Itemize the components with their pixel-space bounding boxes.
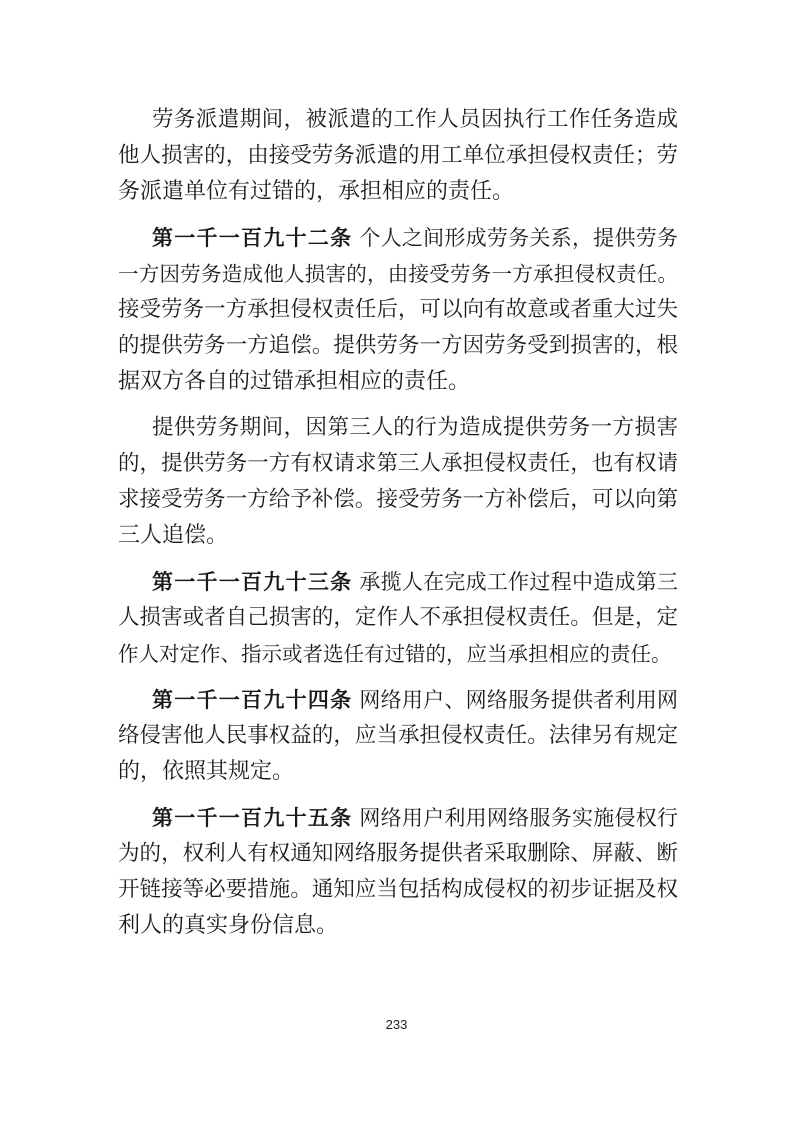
paragraph-line: 劳务派遣期间，被派遣的工作人员因执行工作任务造成 (152, 107, 678, 132)
paragraph-line: 第一千一百九十四条 网络用户、网络服务提供者利用网 (152, 688, 678, 712)
paragraph-line: 据双方各自的过错承担相应的责任。 (118, 369, 471, 394)
paragraph-line: 第一千一百九十五条 网络用户利用网络服务实施侵权行 (152, 806, 678, 830)
paragraph-line: 的，依照其规定。 (118, 759, 295, 784)
paragraph-line: 的提供劳务一方追偿。提供劳务一方因劳务受到损害的，根 (118, 333, 678, 358)
page-number: 233 (385, 1017, 408, 1032)
paragraph-line: 第一千一百九十三条 承揽人在完成工作过程中造成第三 (152, 570, 678, 594)
article-number: 第一千一百九十三条 (152, 570, 353, 594)
paragraph-line: 一方因劳务造成他人损害的，由接受劳务一方承担侵权责任。 (118, 262, 678, 286)
paragraph-line: 求接受劳务一方给予补偿。接受劳务一方补偿后，可以向第 (118, 487, 678, 512)
paragraph-line: 他人损害的，由接受劳务派遣的用工单位承担侵权责任；劳 (118, 143, 678, 168)
paragraph-line: 三人追偿。 (118, 523, 229, 548)
article-number: 第一千一百九十五条 (152, 806, 353, 830)
paragraph-line: 接受劳务一方承担侵权责任后，可以向有故意或者重大过失 (118, 297, 678, 322)
paragraph-line: 开链接等必要措施。通知应当包括构成侵权的初步证据及权 (118, 877, 678, 902)
paragraph-line: 务派遣单位有过错的，承担相应的责任。 (118, 179, 515, 204)
article-number: 第一千一百九十四条 (152, 688, 353, 712)
paragraph-line: 络侵害他人民事权益的，应当承担侵权责任。法律另有规定 (118, 723, 678, 748)
paragraph-line: 的，提供劳务一方有权请求第三人承担侵权责任，也有权请 (118, 451, 678, 476)
paragraph-line: 利人的真实身份信息。 (118, 913, 339, 938)
paragraph-line: 第一千一百九十二条 个人之间形成劳务关系，提供劳务 (152, 226, 678, 250)
paragraph-line: 提供劳务期间，因第三人的行为造成提供劳务一方损害 (152, 415, 678, 440)
paragraph-line: 为的，权利人有权通知网络服务提供者采取删除、屏蔽、断 (118, 841, 678, 866)
paragraph-line: 作人对定作、指示或者选任有过错的，应当承担相应的责任。 (118, 642, 672, 666)
article-number: 第一千一百九十二条 (152, 226, 353, 250)
paragraph-line: 人损害或者自己损害的，定作人不承担侵权责任。但是，定 (118, 605, 678, 630)
